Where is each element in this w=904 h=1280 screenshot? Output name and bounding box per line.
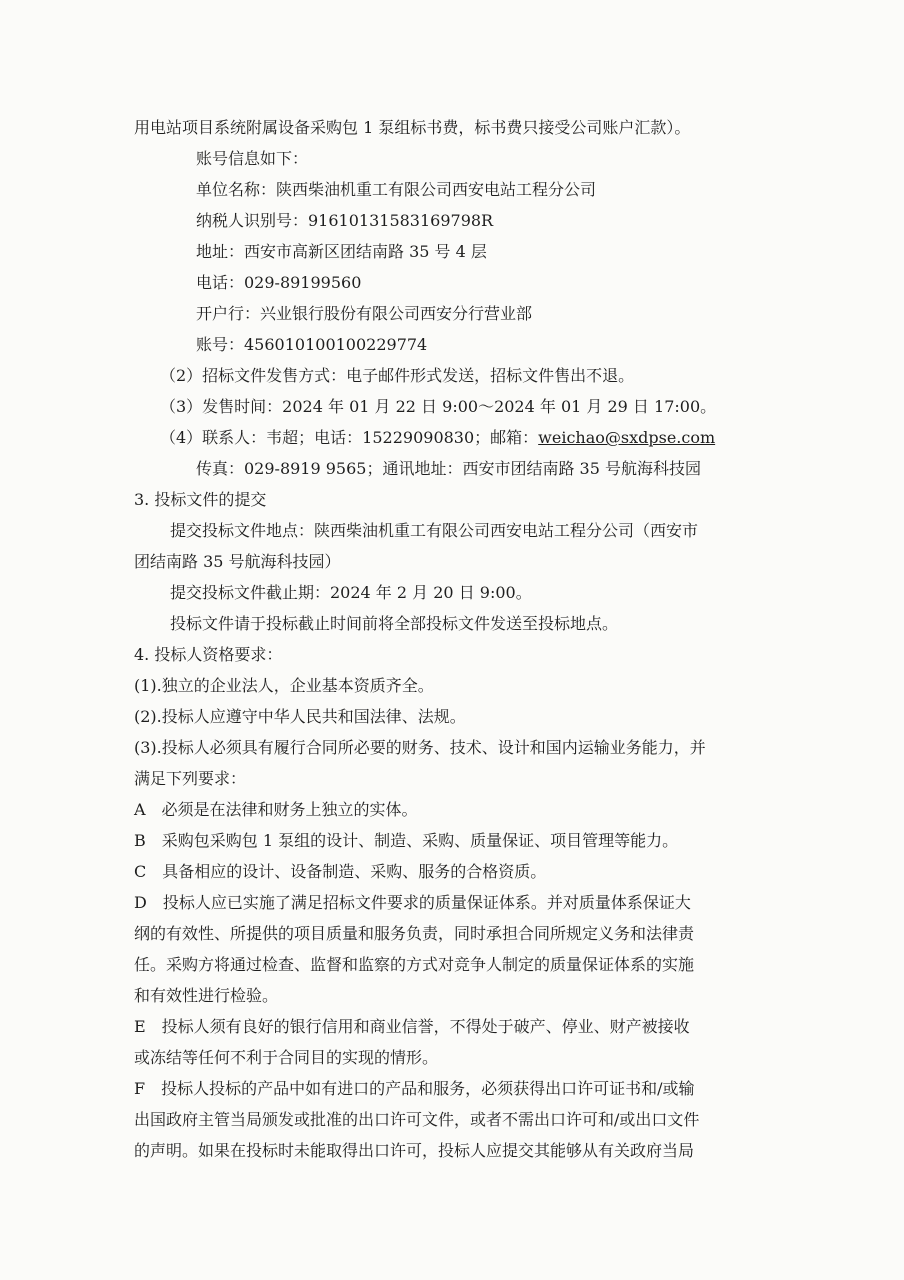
requirement-1: (1).独立的企业法人，企业基本资质齐全。 bbox=[134, 676, 434, 695]
account-bank: 开户行：兴业银行股份有限公司西安分行营业部 bbox=[196, 304, 533, 323]
sale-time: （3）发售时间：2024 年 01 月 22 日 9:00～2024 年 01 月 29 日 17:00。 bbox=[160, 397, 717, 416]
fax-address: 传真：029-8919 9565；通讯地址：西安市团结南路 35 号航海科技园 bbox=[196, 459, 702, 478]
item-f-cont-2: 的声明。如果在投标时未能取得出口许可，投标人应提交其能够从有关政府当局 bbox=[134, 1141, 695, 1160]
sale-method: （2）招标文件发售方式：电子邮件形式发送，招标文件售出不退。 bbox=[160, 366, 635, 385]
item-d-cont-1: 纲的有效性、所提供的项目质量和服务负责，同时承担合同所规定义务和法律责 bbox=[134, 924, 695, 943]
contact-text: （4）联系人：韦超；电话：15229090830；邮箱： bbox=[160, 428, 539, 447]
submission-note: 投标文件请于投标截止时间前将全部投标文件发送至投标地点。 bbox=[170, 614, 619, 633]
contact-line bbox=[0, 427, 904, 451]
account-unit-name: 单位名称：陕西柴油机重工有限公司西安电站工程分公司 bbox=[196, 180, 597, 199]
submission-location: 提交投标文件地点：陕西柴油机重工有限公司西安电站工程分公司（西安市 bbox=[170, 521, 699, 540]
requirement-3: (3).投标人必须具有履行合同所必要的财务、技术、设计和国内运输业务能力，并 bbox=[134, 738, 706, 757]
text-line-continuation: 用电站项目系统附属设备采购包 1 泵组标书费，标书费只接受公司账户汇款）。 bbox=[134, 118, 691, 137]
submission-deadline: 提交投标文件截止期：2024 年 2 月 20 日 9:00。 bbox=[170, 583, 532, 602]
account-info-heading: 账号信息如下： bbox=[196, 149, 309, 168]
account-address: 地址：西安市高新区团结南路 35 号 4 层 bbox=[196, 242, 487, 261]
item-b: B 采购包采购包 1 泵组的设计、制造、采购、质量保证、项目管理等能力。 bbox=[134, 831, 679, 850]
item-d-cont-3: 和有效性进行检验。 bbox=[134, 986, 279, 1005]
account-taxpayer-id: 纳税人识别号：9161013158316979​8R bbox=[196, 211, 494, 230]
contact-email-link[interactable]: weichao@sxdpse.com bbox=[538, 428, 716, 447]
section-4-heading: 4. 投标人资格要求： bbox=[134, 645, 283, 664]
item-e-cont: 或冻结等任何不利于合同目的实现的情形。 bbox=[134, 1048, 439, 1067]
item-a: A 必须是在法律和财务上独立的实体。 bbox=[134, 800, 418, 819]
account-number: 账号：456010100100229774 bbox=[196, 335, 428, 354]
item-c: C 具备相应的设计、设备制造、采购、服务的合格资质。 bbox=[134, 862, 547, 881]
item-d-cont-2: 任。采购方将通过检查、监督和监察的方式对竞争人制定的质量保证体系的实施 bbox=[134, 955, 695, 974]
item-f: F 投标人投标的产品中如有进口的产品和服务，必须获得出口许可证书和/或输 bbox=[134, 1079, 695, 1098]
requirement-2: (2).投标人应遵守中华人民共和国法律、法规。 bbox=[134, 707, 466, 726]
requirement-3-cont: 满足下列要求： bbox=[134, 769, 247, 788]
account-phone: 电话：029-89199560 bbox=[196, 273, 362, 292]
section-3-heading: 3. 投标文件的提交 bbox=[134, 490, 267, 509]
item-f-cont-1: 出国政府主管当局颁发或批准的出口许可文件，或者不需出口许可和/或出口文件 bbox=[134, 1110, 700, 1129]
item-e: E 投标人须有良好的银行信用和商业信誉，不得处于破产、停业、财产被接收 bbox=[134, 1017, 690, 1036]
item-d: D 投标人应已实施了满足招标文件要求的质量保证体系。并对质量体系保证大 bbox=[134, 893, 691, 912]
submission-location-cont: 团结南路 35 号航海科技园） bbox=[134, 552, 341, 571]
